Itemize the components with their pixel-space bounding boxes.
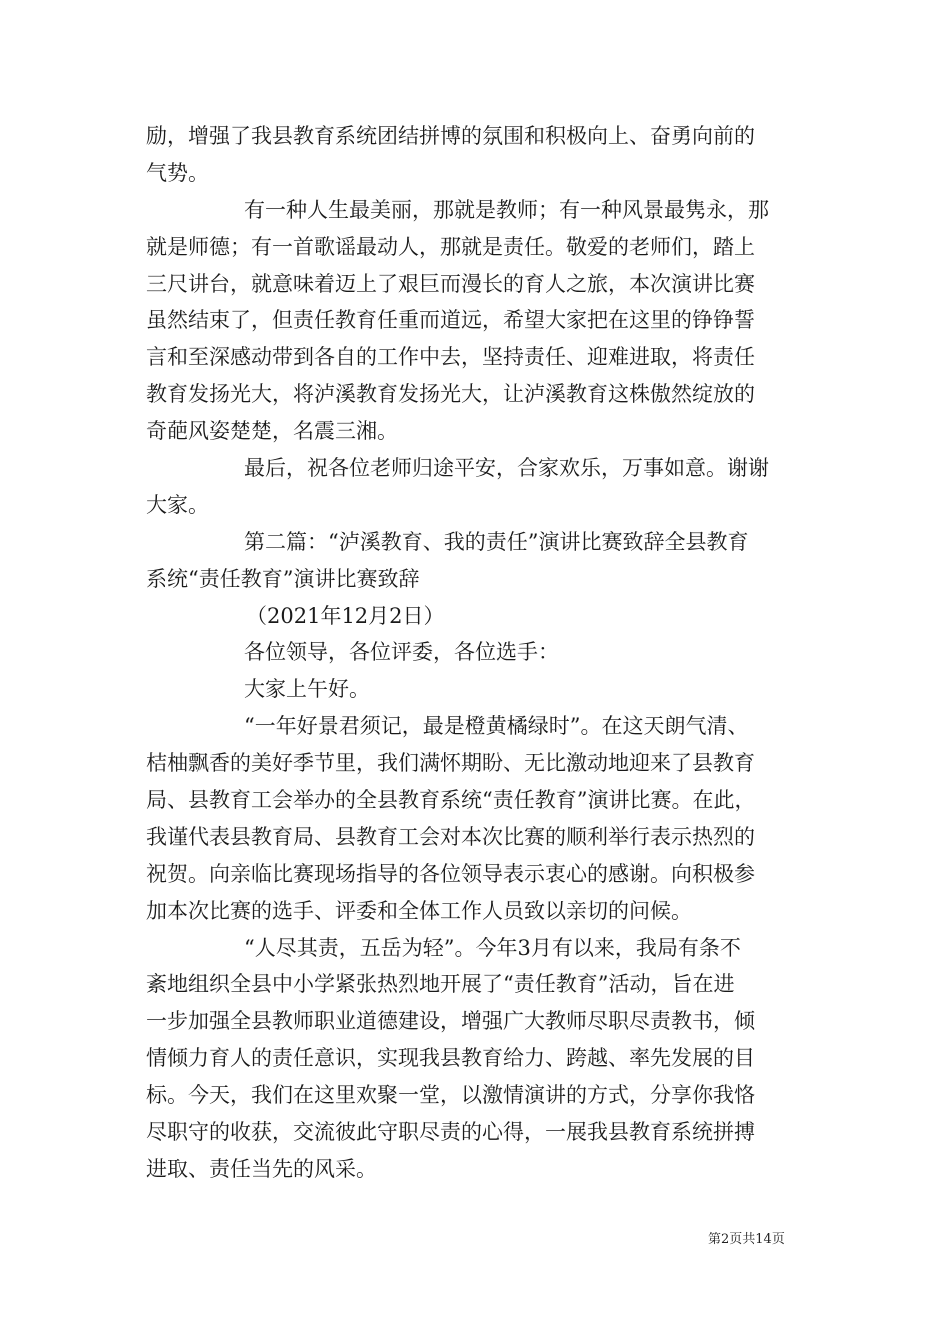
text-line: 一步加强全县教师职业道德建设，增强广大教师尽职尽责教书，倾 (146, 1009, 755, 1034)
date-line: （2021年12月2日） (246, 603, 445, 628)
paragraph-start: “一年好景君须记，最是橙黄橘绿时”。在这天朗气清、 (244, 714, 749, 739)
text-line: 紊地组织全县中小学紧张热烈地开展了“责任教育”活动，旨在进 (146, 972, 735, 997)
text-line: 言和至深感动带到各自的工作中去，坚持责任、迎难进取，将责任 (146, 345, 755, 370)
text-line: 气势。 (146, 160, 209, 185)
salutation: 各位领导，各位评委，各位选手： (244, 640, 559, 665)
text-line: 尽职守的收获，交流彼此守职尽责的心得，一展我县教育系统拼搏 (146, 1120, 755, 1145)
page-number: 第2页共14页 (708, 1232, 785, 1247)
text-line: 加本次比赛的选手、评委和全体工作人员致以亲切的问候。 (146, 898, 692, 923)
text-line: 桔柚飘香的美好季节里，我们满怀期盼、无比激动地迎来了县教育 (146, 751, 755, 776)
paragraph-start: 有一种人生最美丽，那就是教师；有一种风景最隽永，那 (244, 197, 769, 222)
text-line: 祝贺。向亲临比赛现场指导的各位领导表示衷心的感谢。向积极参 (146, 861, 755, 886)
document-body (146, 118, 808, 1188)
text-line: 教育发扬光大，将泸溪教育发扬光大，让泸溪教育这株傲然绽放的 (146, 382, 755, 407)
text-line: 就是师德；有一首歌谣最动人，那就是责任。敬爱的老师们，踏上 (146, 234, 755, 259)
text-line: 情倾力育人的责任意识，实现我县教育给力、跨越、率先发展的目 (146, 1046, 755, 1071)
text-line: 进取、责任当先的风采。 (146, 1156, 377, 1181)
section-heading: 第二篇：“泸溪教育、我的责任”演讲比赛致辞全县教育 (244, 529, 749, 554)
section-heading-cont: 系统“责任教育”演讲比赛致辞 (146, 566, 420, 591)
text-line: 三尺讲台，就意味着迈上了艰巨而漫长的育人之旅，本次演讲比赛 (146, 271, 755, 296)
text-line: 大家。 (146, 492, 209, 517)
text-line: 奇葩风姿楚楚，名震三湘。 (146, 419, 398, 444)
paragraph-start: 最后，祝各位老师归途平安，合家欢乐，万事如意。谢谢 (244, 456, 769, 481)
paragraph-start: “人尽其责，五岳为轻”。今年3月有以来，我局有条不 (244, 935, 741, 960)
greeting: 大家上午好。 (244, 677, 370, 702)
text-line: 虽然结束了，但责任教育任重而道远，希望大家把在这里的铮铮誓 (146, 308, 755, 333)
text-line: 励，增强了我县教育系统团结拼博的氛围和积极向上、奋勇向前的 (146, 124, 755, 148)
text-line: 局、县教育工会举办的全县教育系统“责任教育”演讲比赛。在此， (146, 788, 756, 813)
text-line: 标。今天，我们在这里欢聚一堂，以激情演讲的方式，分享你我恪 (146, 1083, 755, 1108)
text-line: 我谨代表县教育局、县教育工会对本次比赛的顺利举行表示热烈的 (146, 824, 755, 849)
